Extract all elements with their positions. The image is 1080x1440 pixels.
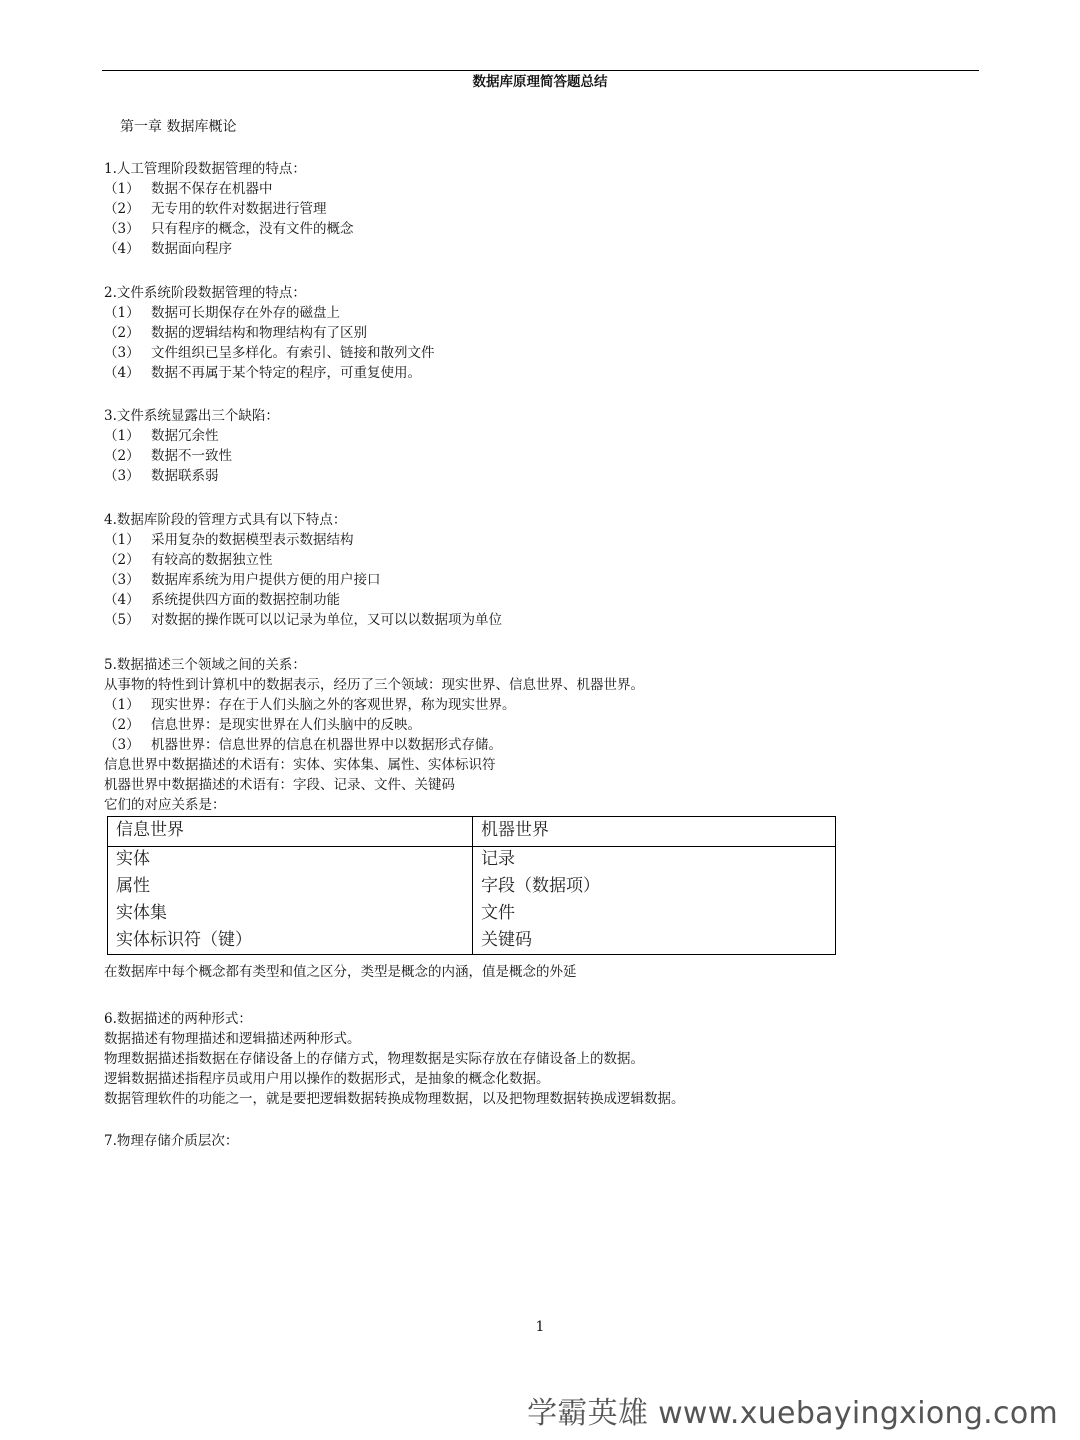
page-number: 1 bbox=[535, 1319, 545, 1335]
section-4-heading: 4.数据库阶段的管理方式具有以下特点： bbox=[104, 512, 347, 528]
item-number: （3） bbox=[104, 221, 140, 237]
item-text: 无专用的软件对数据进行管理 bbox=[151, 201, 327, 217]
section-3 bbox=[104, 406, 279, 486]
site-watermark: 学霸英雄 www.xuebayingxiong.com bbox=[527, 1396, 1058, 1431]
item-text: 有较高的数据独立性 bbox=[151, 552, 273, 568]
item-text: 数据联系弱 bbox=[151, 468, 219, 484]
item-text: 数据库系统为用户提供方便的用户接口 bbox=[151, 572, 381, 588]
item-text: 对数据的操作既可以以记录为单位，又可以以数据项为单位 bbox=[151, 612, 502, 628]
item-number: （1） bbox=[104, 532, 140, 548]
item-text: 数据冗余性 bbox=[151, 428, 219, 444]
paragraph-line: 逻辑数据描述指程序员或用户用以操作的数据形式，是抽象的概念化数据。 bbox=[104, 1071, 550, 1087]
item-number: （3） bbox=[104, 345, 140, 361]
list-item bbox=[104, 323, 435, 343]
section-1 bbox=[104, 159, 354, 259]
item-number: （2） bbox=[104, 552, 140, 568]
table-cell: 实体 bbox=[116, 849, 150, 869]
section-4 bbox=[104, 510, 502, 630]
section-2-heading: 2.文件系统阶段数据管理的特点： bbox=[104, 285, 306, 301]
section-5-heading: 5.数据描述三个领域之间的关系： bbox=[104, 657, 306, 673]
item-text: 现实世界：存在于人们头脑之外的客观世界，称为现实世界。 bbox=[151, 697, 516, 713]
list-item bbox=[104, 199, 354, 219]
item-number: （2） bbox=[104, 201, 140, 217]
item-number: （4） bbox=[104, 241, 140, 257]
item-number: （1） bbox=[104, 181, 140, 197]
section-7 bbox=[104, 1131, 238, 1151]
section-2 bbox=[104, 283, 435, 383]
section-5-intro: 从事物的特性到计算机中的数据表示，经历了三个领域：现实世界、信息世界、机器世界。 bbox=[104, 677, 644, 693]
list-item bbox=[104, 446, 279, 466]
list-item bbox=[104, 570, 502, 590]
table-cell: 关键码 bbox=[481, 930, 532, 950]
item-text: 只有程序的概念，没有文件的概念 bbox=[151, 221, 354, 237]
item-number: （2） bbox=[104, 717, 140, 733]
table-cell: 实体集 bbox=[116, 903, 167, 923]
paragraph-line: 数据管理软件的功能之一，就是要把逻辑数据转换成物理数据，以及把物理数据转换成逻辑数据。 bbox=[104, 1091, 685, 1107]
item-text: 机器世界：信息世界的信息在机器世界中以数据形式存储。 bbox=[151, 737, 502, 753]
item-number: （1） bbox=[104, 697, 140, 713]
item-text: 数据不保存在机器中 bbox=[151, 181, 273, 197]
item-number: （4） bbox=[104, 592, 140, 608]
item-number: （4） bbox=[104, 365, 140, 381]
item-number: （2） bbox=[104, 325, 140, 341]
table-cell: 属性 bbox=[116, 876, 150, 896]
list-item bbox=[104, 715, 644, 735]
item-number: （2） bbox=[104, 448, 140, 464]
table-caption: 它们的对应关系是： bbox=[104, 797, 226, 813]
item-text: 文件组织已呈多样化。有索引、链接和散列文件 bbox=[151, 345, 435, 361]
item-number: （5） bbox=[104, 612, 140, 628]
section-5 bbox=[104, 655, 644, 815]
correspondence-table bbox=[107, 816, 836, 955]
paragraph-line: 数据描述有物理描述和逻辑描述两种形式。 bbox=[104, 1031, 361, 1047]
item-number: （3） bbox=[104, 572, 140, 588]
paragraph-line: 物理数据描述指数据在存储设备上的存储方式，物理数据是实际存放在存储设备上的数据。 bbox=[104, 1051, 644, 1067]
list-item bbox=[104, 550, 502, 570]
list-item bbox=[104, 219, 354, 239]
item-number: （1） bbox=[104, 305, 140, 321]
concept-note: 在数据库中每个概念都有类型和值之区分，类型是概念的内涵，值是概念的外延 bbox=[104, 964, 577, 980]
list-item bbox=[104, 610, 502, 630]
list-item bbox=[104, 466, 279, 486]
item-number: （3） bbox=[104, 468, 140, 484]
machine-terms-line: 机器世界中数据描述的术语有：字段、记录、文件、关键码 bbox=[104, 777, 455, 793]
table-cell: 字段（数据项） bbox=[481, 876, 600, 896]
item-text: 数据面向程序 bbox=[151, 241, 232, 257]
table-cell: 实体标识符（键） bbox=[116, 930, 252, 950]
section-1-heading: 1.人工管理阶段数据管理的特点： bbox=[104, 161, 306, 177]
list-item bbox=[104, 363, 435, 383]
section-6 bbox=[104, 1009, 685, 1109]
section-3-heading: 3.文件系统显露出三个缺陷： bbox=[104, 408, 279, 424]
table-cell: 文件 bbox=[481, 903, 515, 923]
item-text: 系统提供四方面的数据控制功能 bbox=[151, 592, 340, 608]
table-header-cell: 机器世界 bbox=[481, 820, 549, 840]
list-item bbox=[104, 179, 354, 199]
chapter-heading: 第一章 数据库概论 bbox=[120, 119, 237, 135]
item-text: 数据不一致性 bbox=[151, 448, 232, 464]
table-header-cell: 信息世界 bbox=[116, 820, 184, 840]
item-text: 数据不再属于某个特定的程序，可重复使用。 bbox=[151, 365, 421, 381]
list-item bbox=[104, 239, 354, 259]
list-item bbox=[104, 590, 502, 610]
list-item bbox=[104, 343, 435, 363]
section-6-heading: 6.数据描述的两种形式： bbox=[104, 1011, 252, 1027]
info-terms-line: 信息世界中数据描述的术语有：实体、实体集、属性、实体标识符 bbox=[104, 757, 496, 773]
document-title: 数据库原理简答题总结 bbox=[472, 74, 608, 90]
item-text: 采用复杂的数据模型表示数据结构 bbox=[151, 532, 354, 548]
list-item bbox=[104, 695, 644, 715]
list-item bbox=[104, 530, 502, 550]
list-item bbox=[104, 303, 435, 323]
table-column-divider bbox=[472, 817, 473, 954]
section-7-heading: 7.物理存储介质层次： bbox=[104, 1133, 239, 1149]
list-item bbox=[104, 735, 644, 755]
item-number: （3） bbox=[104, 737, 140, 753]
item-text: 数据可长期保存在外存的磁盘上 bbox=[151, 305, 340, 321]
table-cell: 记录 bbox=[481, 849, 515, 869]
item-number: （1） bbox=[104, 428, 140, 444]
item-text: 信息世界：是现实世界在人们头脑中的反映。 bbox=[151, 717, 421, 733]
section-5-note bbox=[104, 962, 577, 982]
header-rule bbox=[102, 70, 979, 71]
item-text: 数据的逻辑结构和物理结构有了区别 bbox=[151, 325, 367, 341]
list-item bbox=[104, 426, 279, 446]
